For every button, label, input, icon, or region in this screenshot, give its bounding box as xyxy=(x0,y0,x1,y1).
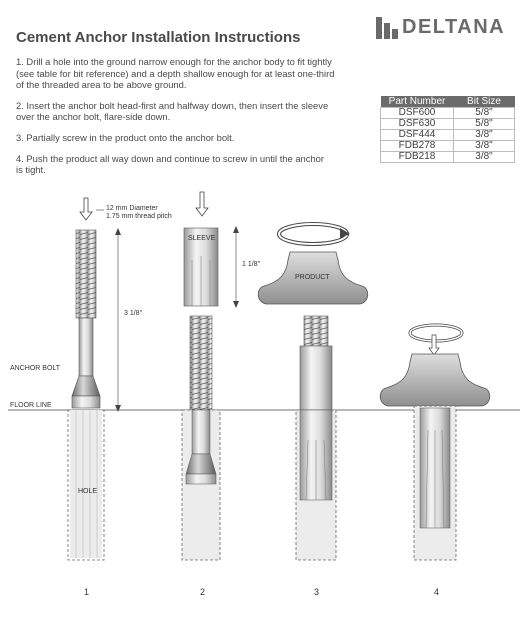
step-1-line-1: 1. Drill a hole into the ground narrow enough for the anchor body to fit tightly xyxy=(16,56,332,67)
table-row xyxy=(381,152,515,163)
column-header-bit-size: Bit Size xyxy=(454,96,515,108)
page-title: Cement Anchor Installation Instructions xyxy=(16,29,301,46)
column-header-part-number: Part Number xyxy=(381,96,454,108)
table-row xyxy=(381,141,515,152)
step-2-line-2: over the anchor bolt, flare-side down. xyxy=(16,111,171,123)
step-1-line-3: of the threaded area to be above ground. xyxy=(16,79,187,91)
installation-diagram xyxy=(0,190,528,610)
step-2 xyxy=(16,100,361,123)
label-length-sleeve: 1 1/8" xyxy=(242,261,261,268)
brand-name: DELTANA xyxy=(402,16,506,38)
figure-4 xyxy=(380,325,490,560)
table-row xyxy=(381,119,515,130)
bit-size-cell: 3/8" xyxy=(454,141,515,152)
brand-logo xyxy=(372,13,522,43)
figure-number-3: 3 xyxy=(314,587,320,597)
table-row xyxy=(381,130,515,141)
deltana-logo-icon xyxy=(372,13,400,41)
instruction-steps xyxy=(16,56,361,185)
label-floor-line: FLOOR LINE xyxy=(10,402,52,409)
figure-2 xyxy=(182,192,239,560)
part-number-cell: DSF600 xyxy=(381,108,454,119)
label-diameter: 12 mm Diameter xyxy=(106,205,158,212)
arrow-down-icon xyxy=(196,192,208,216)
part-number-cell: DSF630 xyxy=(381,119,454,130)
label-thread-pitch: 1.75 mm thread pitch xyxy=(106,213,172,220)
step-2-line-1: 2. Insert the anchor bolt head-first and halfway down, then insert the sleeve xyxy=(16,99,329,111)
figure-1 xyxy=(68,198,121,560)
figure-number-4: 4 xyxy=(434,587,440,597)
label-product: PRODUCT xyxy=(295,274,330,281)
step-3-line-1: 3. Partially screw in the product onto the anchor bolt. xyxy=(16,131,235,143)
label-hole: HOLE xyxy=(78,488,98,495)
part-number-cell: FDB218 xyxy=(381,152,454,163)
step-4 xyxy=(16,153,361,176)
step-1-line-2: (see table for bit reference) and a depth shallow enough for at least one-third xyxy=(16,67,335,79)
product-cap xyxy=(380,354,490,406)
bit-size-cell: 5/8" xyxy=(454,119,515,130)
step-4-line-2: is tight. xyxy=(16,164,46,176)
step-3 xyxy=(16,132,361,144)
arrow-down-icon xyxy=(80,198,92,220)
step-1 xyxy=(16,56,361,91)
bit-size-table xyxy=(380,96,515,163)
bit-size-cell: 3/8" xyxy=(454,152,515,163)
bit-size-cell: 5/8" xyxy=(454,108,515,119)
step-4-line-1: 4. Push the product all way down and continue to screw in until the anchor xyxy=(16,152,324,164)
figure-number-2: 2 xyxy=(200,587,206,597)
table-header-row xyxy=(381,96,515,108)
bit-size-cell: 3/8" xyxy=(454,130,515,141)
part-number-cell: DSF444 xyxy=(381,130,454,141)
label-sleeve: SLEEVE xyxy=(188,235,216,242)
anchor-bolt-thread xyxy=(76,230,96,318)
table-row xyxy=(381,108,515,119)
label-length-bolt: 3 1/8" xyxy=(124,310,143,317)
figure-number-1: 1 xyxy=(84,587,90,597)
label-anchor-bolt: ANCHOR BOLT xyxy=(10,365,61,372)
part-number-cell: FDB278 xyxy=(381,141,454,152)
